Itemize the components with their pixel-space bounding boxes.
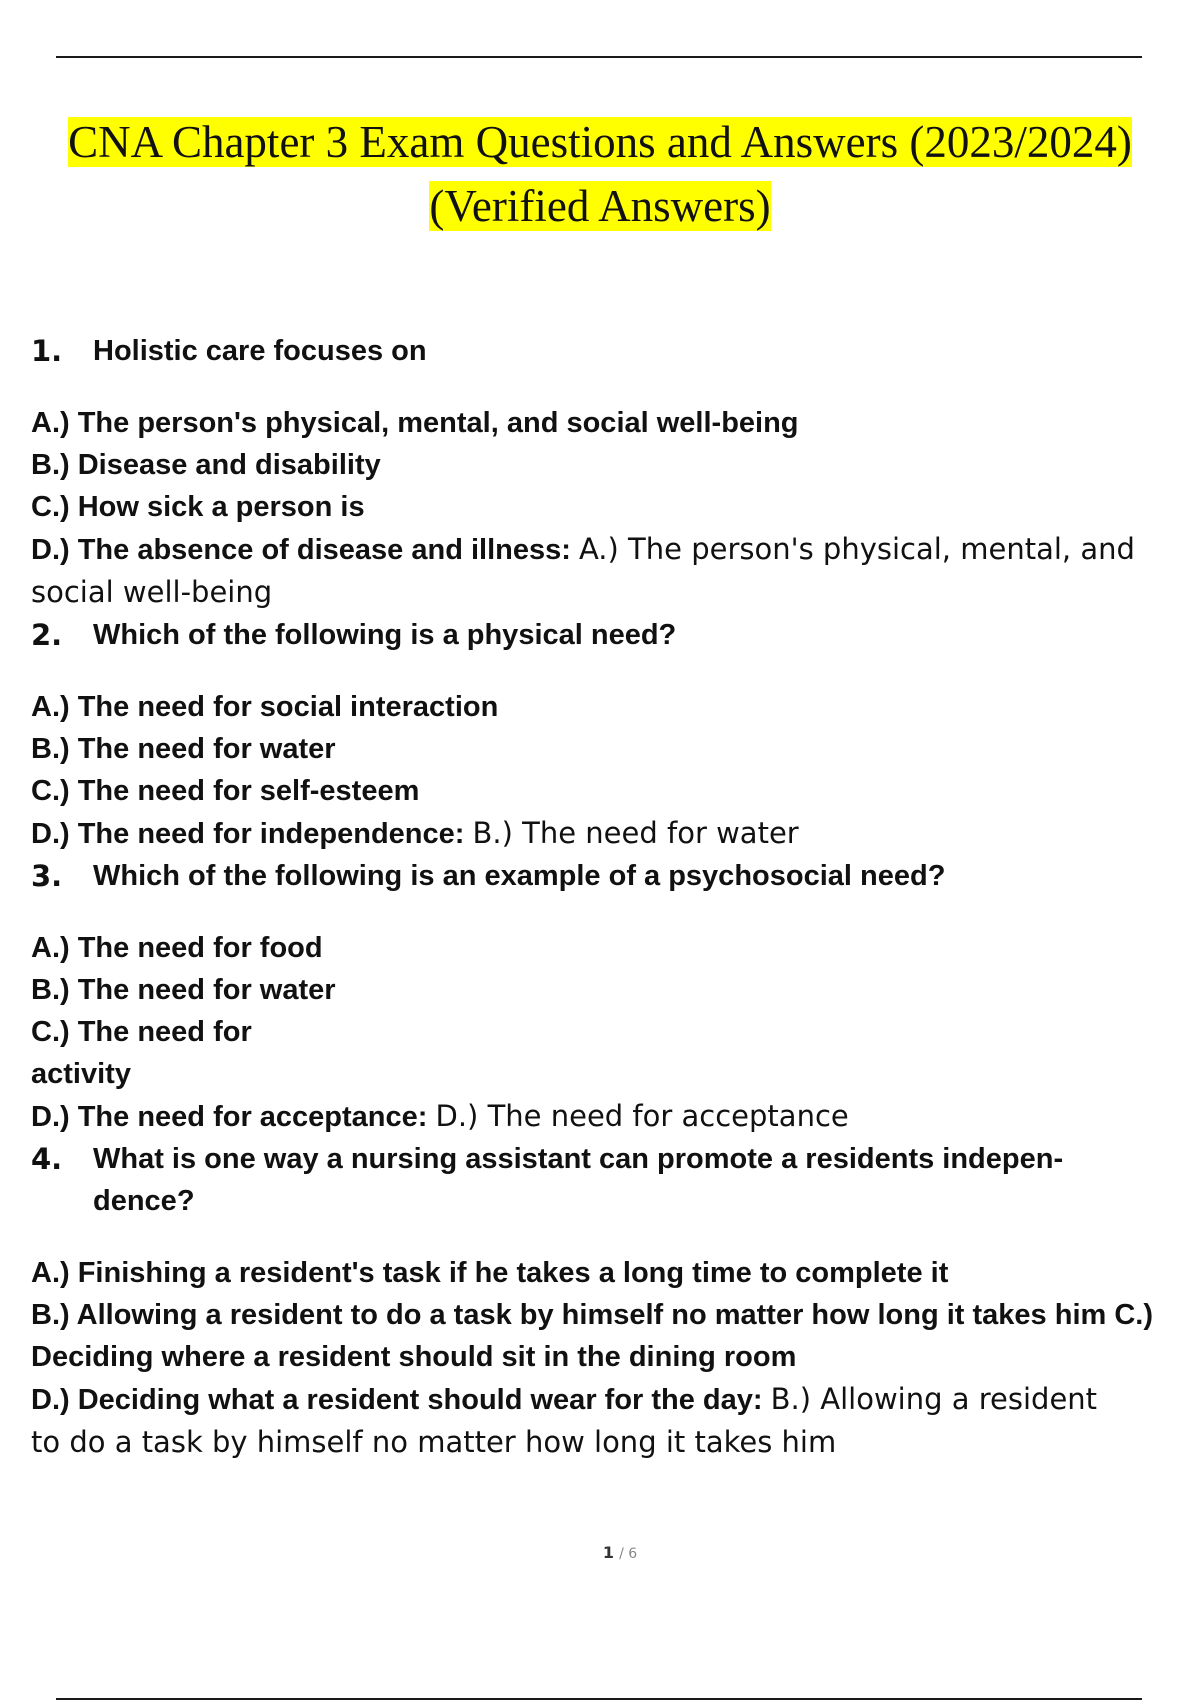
- correct-answer: D.) The need for acceptance: [435, 1099, 849, 1133]
- answer-option-last: D.) The need for independence:: [31, 818, 465, 850]
- correct-answer: B.) The need for water: [472, 816, 799, 850]
- page-total: / 6: [619, 1546, 638, 1562]
- answer-option: C.) The need for self-esteem: [31, 775, 420, 807]
- answer-option: B.) The need for water: [31, 733, 336, 765]
- top-divider: [56, 56, 1142, 58]
- answer-option: C.) How sick a person is: [31, 491, 365, 523]
- page-current: 1: [602, 1543, 614, 1562]
- correct-answer: A.) The person's physical, mental, and social well-being: [31, 532, 1135, 609]
- answer-option: A.) The need for social interaction: [31, 691, 499, 723]
- question-item: [31, 855, 1181, 1138]
- answer-option: C.) The need for: [31, 1016, 252, 1048]
- question-item: [31, 1138, 1181, 1464]
- document-title: [0, 110, 1200, 238]
- answer-option-last: D.) The absence of disease and illness:: [31, 534, 571, 566]
- answer-option: B.) Disease and disability: [31, 449, 381, 481]
- answer-option: B.) The need for water: [31, 974, 336, 1006]
- question-number: 1.: [31, 334, 63, 368]
- question-list: [31, 330, 1181, 1464]
- answer-option-with-key: [31, 1095, 1181, 1138]
- question-number: 4.: [31, 1142, 63, 1176]
- question-item: [31, 614, 1181, 855]
- question-heading: [31, 614, 1181, 656]
- title-line-1: CNA Chapter 3 Exam Questions and Answers (2023/2024): [68, 117, 1132, 167]
- question-heading: [31, 855, 1181, 897]
- correct-answer: B.) Allowing a resident to do a task by himself no matter how long it takes him: [31, 1382, 1098, 1459]
- question-text: Holistic care focuses on: [93, 335, 427, 367]
- question-heading: [31, 330, 1181, 372]
- question-text: Which of the following is an example of a psychosocial need?: [93, 860, 946, 892]
- question-number: 2.: [31, 618, 63, 652]
- title-line-2: (Verified Answers): [429, 181, 771, 231]
- question-heading: [31, 1138, 1181, 1222]
- question-number: 3.: [31, 859, 63, 893]
- answer-option: A.) The need for food: [31, 932, 323, 964]
- answer-option-last: D.) Deciding what a resident should wear for the day:: [31, 1384, 763, 1416]
- answer-option: A.) Finishing a resident's task if he takes a long time to complete it: [31, 1257, 949, 1289]
- question-item: [31, 330, 1181, 614]
- answer-option-with-key: [31, 812, 1181, 855]
- question-text: Which of the following is a physical need?: [93, 619, 677, 651]
- question-text: What is one way a nursing assistant can promote a residents indepen- dence?: [93, 1143, 1064, 1217]
- page-indicator: [0, 1543, 1200, 1562]
- answer-option-with-key: [31, 1378, 1131, 1464]
- answer-option-continued: activity: [31, 1058, 131, 1090]
- answer-option: B.) Allowing a resident to do a task by himself no matter how long it takes him C.) Deciding where a resident should sit in the dining room: [31, 1299, 1154, 1373]
- answer-option: A.) The person's physical, mental, and social well-being: [31, 407, 799, 439]
- answer-option-last: D.) The need for acceptance:: [31, 1101, 428, 1133]
- answer-option-with-key: [31, 528, 1181, 614]
